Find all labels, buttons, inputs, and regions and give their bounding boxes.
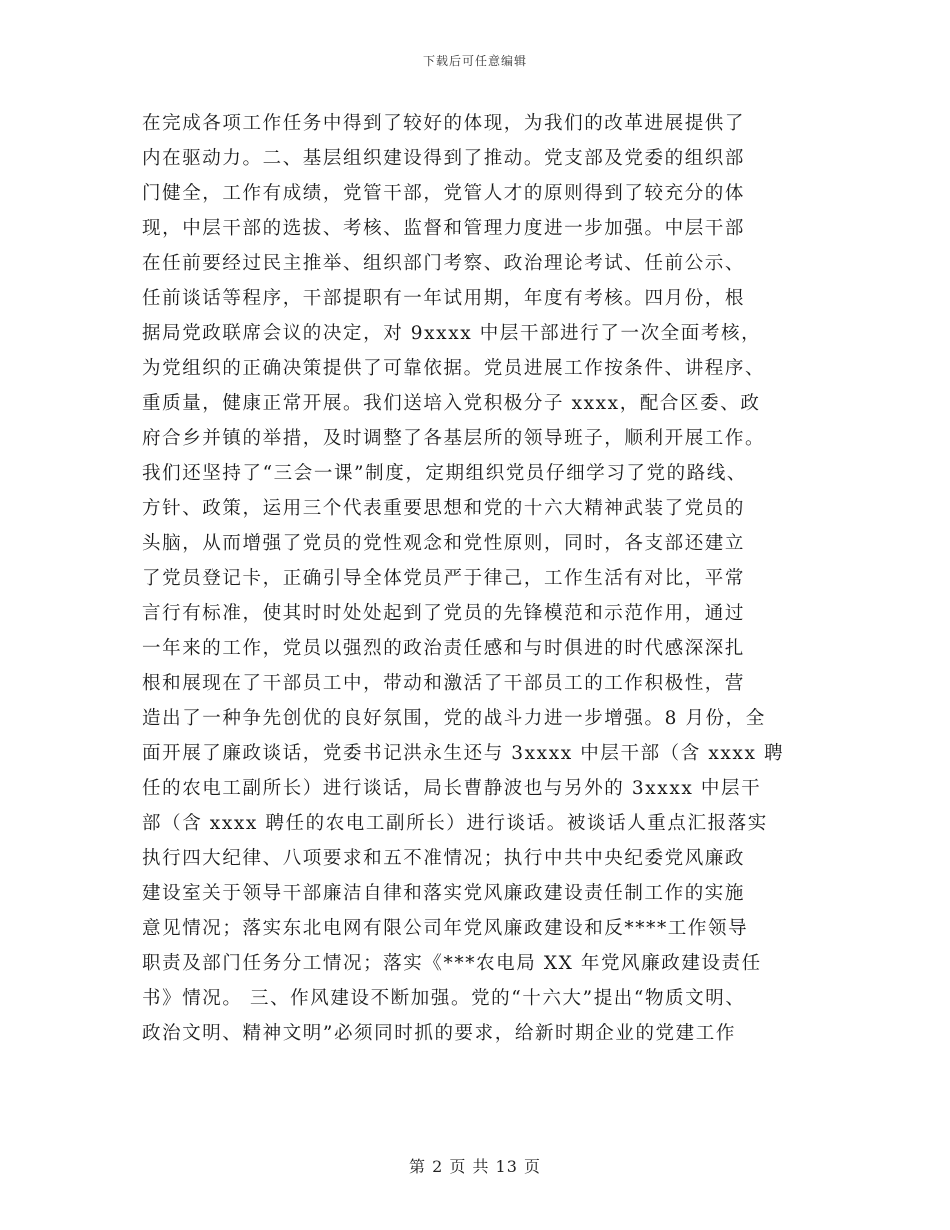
text-line: 建设室关于领导干部廉洁自律和落实党风廉政建设责任制工作的实施 [142,883,746,904]
document-body [142,106,822,1051]
text-line: 部（含 xxxx 聘任的农电工副所长）进行谈话。被谈话人重点汇报落实 [142,813,768,834]
text-line: 书》情况。 三、作风建设不断加强。党的“十六大”提出“物质文明、 [142,988,746,1009]
text-line: 内在驱动力。二、基层组织建设得到了推动。党支部及党委的组织部 [142,148,746,169]
text-line: 一年来的工作，党员以强烈的政治责任感和与时俱进的时代感深深扎 [142,638,746,659]
text-line: 在完成各项工作任务中得到了较好的体现，为我们的改革进展提供了 [142,113,746,134]
page-header: 下载后可任意编辑 [422,54,527,68]
text-line: 府合乡并镇的举措，及时调整了各基层所的领导班子，顺利开展工作。 [142,428,766,449]
text-line: 头脑，从而增强了党员的党性观念和党性原则，同时，各支部还建立 [142,533,746,554]
text-line: 据局党政联席会议的决定，对 9xxxx 中层干部进行了一次全面考核， [142,323,762,344]
text-line: 意见情况；落实东北电网有限公司年党风廉政建设和反****工作领导 [142,918,749,939]
text-line: 职责及部门任务分工情况；落实《***农电局 XX 年党风廉政建设责任 [142,953,762,974]
text-line: 言行有标准，使其时时处处起到了党员的先锋模范和示范作用，通过 [142,603,746,624]
text-line: 任的农电工副所长）进行谈话，局长曹静波也与另外的 3xxxx 中层干 [142,778,762,799]
text-line: 为党组织的正确决策提供了可靠依据。党员进展工作按条件、讲程序、 [142,358,766,379]
text-line: 造出了一种争先创优的良好氛围，党的战斗力进一步增强。8 月份，全 [142,708,766,729]
text-line: 了党员登记卡，正确引导全体党员严于律己，工作生活有对比，平常 [142,568,746,589]
text-line: 执行四大纪律、八项要求和五不准情况；执行中共中央纪委党风廉政 [142,848,746,869]
page-number: 第 2 页 共 13 页 [409,1157,541,1176]
text-line: 面开展了廉政谈话，党委书记洪永生还与 3xxxx 中层干部（含 xxxx 聘 [142,743,785,764]
text-line: 门健全，工作有成绩，党管干部，党管人才的原则得到了较充分的体 [142,183,746,204]
text-line: 我们还坚持了“三会一课”制度，定期组织党员仔细学习了党的路线、 [142,463,748,484]
text-line: 重质量，健康正常开展。我们送培入党积极分子 xxxx，配合区委、政 [142,393,761,414]
text-line: 在任前要经过民主推举、组织部门考察、政治理论考试、任前公示、 [142,253,746,274]
text-line: 根和展现在了干部员工中，带动和激活了干部员工的工作积极性，营 [142,673,746,694]
text-line: 现，中层干部的选拔、考核、监督和管理力度进一步加强。中层干部 [142,218,746,239]
text-line: 政治文明、精神文明”必须同时抓的要求，给新时期企业的党建工作 [142,1023,736,1044]
text-line: 任前谈话等程序，干部提职有一年试用期，年度有考核。四月份，根 [142,288,746,309]
text-line: 方针、政策，运用三个代表重要思想和党的十六大精神武装了党员的 [142,498,746,519]
